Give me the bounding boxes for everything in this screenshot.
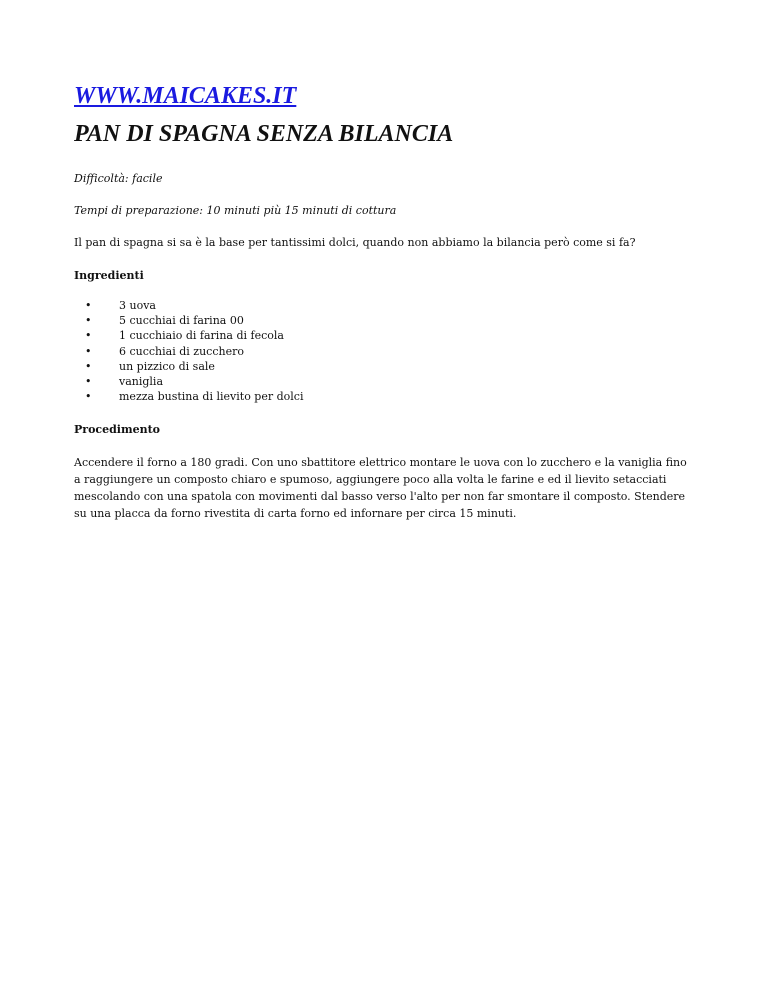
prep-time-text: Tempi di preparazione: 10 minuti più 15 minuti di cottura: [74, 204, 397, 217]
bullet-icon: •: [85, 329, 92, 343]
site-link[interactable]: WWW.MAICAKES.IT: [74, 83, 297, 109]
bullet-icon: •: [85, 390, 92, 404]
procedure-heading: Procedimento: [74, 423, 161, 437]
document-page: [74, 82, 696, 522]
ingredient-text: vaniglia: [119, 375, 164, 389]
ingredient-text: 6 cucchiai di zucchero: [119, 344, 244, 358]
list-item: [74, 359, 696, 374]
bullet-icon: •: [85, 299, 92, 312]
bullet-icon: •: [85, 359, 92, 373]
difficulty-text: Difficoltà: facile: [74, 172, 163, 185]
bullet-icon: •: [85, 375, 92, 389]
bullet-icon: •: [85, 314, 92, 328]
ingredients-heading: Ingredienti: [74, 269, 144, 282]
list-item: [74, 374, 696, 389]
list-item: [74, 313, 696, 328]
bullet-icon: •: [85, 344, 92, 358]
procedure-paragraph: Accendere il forno a 180 gradi. Con uno sbattitore elettrico montare le uova con lo zucchero e la vaniglia fino a raggiungere un composto chiaro e spumoso, aggiungere poco alla volta le farine e ed il lievito setacciati mescolando con una spatola con movimenti dal basso verso l'alto per non far smontare il composto. Stendere su una placca da forno rivestita di carta forno ed infornare per circa 15 minuti.: [74, 456, 687, 521]
ingredient-text: 3 uova: [119, 299, 156, 312]
ingredient-text: 1 cucchiaio di farina di fecola: [119, 329, 284, 343]
recipe-title: PAN DI SPAGNA SENZA BILANCIA: [74, 121, 454, 147]
ingredient-text: 5 cucchiai di farina 00: [119, 314, 244, 328]
ingredients-list: [74, 298, 696, 404]
list-item: [74, 389, 696, 404]
list-item: [74, 328, 696, 343]
ingredient-text: mezza bustina di lievito per dolci: [119, 390, 304, 404]
intro-paragraph: Il pan di spagna si sa è la base per tantissimi dolci, quando non abbiamo la bilancia però come si fa?: [74, 236, 636, 249]
list-item: [74, 344, 696, 359]
ingredient-text: un pizzico di sale: [119, 359, 215, 373]
list-item: [74, 298, 696, 313]
